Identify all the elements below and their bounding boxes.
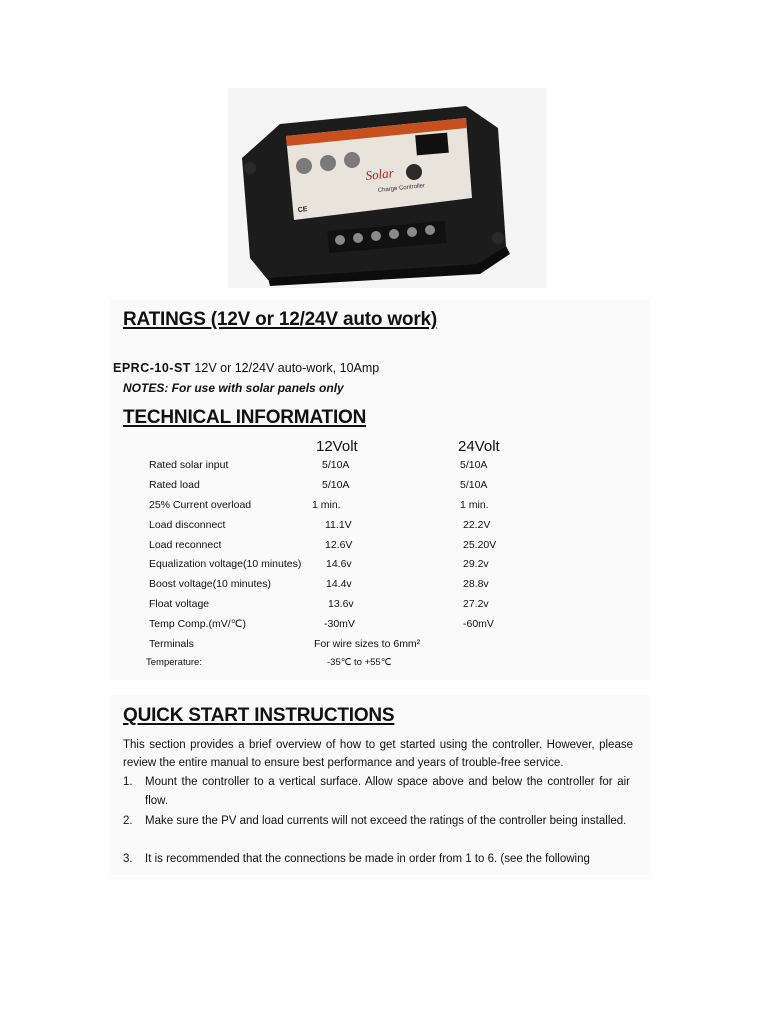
usage-note: NOTES: For use with solar panels only [123,381,344,395]
column-header-24v: 24Volt [458,438,500,455]
mount-hole-icon [492,232,504,244]
spec-value-24v: 5/10A [460,459,488,471]
spec-row [0,578,768,596]
spec-row [0,638,768,656]
charge-controller-photo [228,88,546,288]
spec-row [0,519,768,537]
spec-row [0,479,768,497]
terminal-screw-icon [335,235,345,245]
column-header-12v: 12Volt [316,438,358,455]
spec-label: Equalization voltage(10 minutes) [149,558,302,570]
model-description: 12V or 12/24V auto-work, 10Amp [190,361,380,375]
terminal-screw-icon [389,229,399,239]
spec-value-24v: -60mV [463,618,494,630]
list-item-text: Mount the controller to a vertical surface. Allow space above and below the controller for air flow. [145,776,630,807]
spec-row [0,558,768,576]
terminal-screw-icon [371,231,381,241]
spec-row [0,657,768,675]
push-button-icon [406,164,422,180]
ce-mark: CE [297,206,308,214]
spec-label: Temp Comp.(mV/℃) [149,618,246,630]
spec-value-12v: -30mV [324,618,355,630]
spec-row [0,598,768,616]
spec-row [0,618,768,636]
ratings-heading: RATINGS (12V or 12/24V auto work) [123,309,438,330]
list-item-text: It is recommended that the connections be made in order from 1 to 6. (see the following [145,853,590,865]
spec-label: 25% Current overload [149,499,252,511]
spec-value-12v: 13.6v [328,598,354,610]
spec-value-12v: 5/10A [322,479,350,491]
quickstart-intro: This section provides a brief overview of how to get started using the controller. However, please review the entire manual to ensure best performance and years of trouble-free service. [123,739,633,769]
spec-value-24v: 29.2v [463,558,489,570]
indicator-led-icon [296,158,312,174]
controller-display [415,133,449,156]
spec-value-12v: 14.6v [326,558,352,570]
spec-label: Terminals [149,638,194,650]
terminal-screw-icon [407,227,417,237]
spec-label: Load reconnect [149,539,222,551]
spec-row [0,539,768,557]
spec-value-12v: 14.4v [326,578,352,590]
spec-row [0,459,768,477]
panel-brand-label: Solar [364,165,395,183]
quickstart-heading: QUICK START INSTRUCTIONS [123,705,395,726]
spec-value-12v: 12.6V [325,539,353,551]
list-item-text: Make sure the PV and load currents will not exceed the ratings of the controller being installed. [145,815,627,827]
spec-label: Temperature: [146,657,202,668]
panel-subtitle-label: Charge Controller [377,183,426,194]
spec-value-24v: 28.8v [463,578,489,590]
terminal-screw-icon [353,233,363,243]
model-number: EPRC-10-ST [113,361,191,375]
spec-value-12v: 5/10A [322,459,350,471]
spec-value-12v: 11.1V [325,519,352,531]
mount-hole-icon [244,162,256,174]
spec-value-24v: 5/10A [460,479,488,491]
technical-heading: TECHNICAL INFORMATION [123,407,367,428]
indicator-led-icon [344,152,360,168]
spec-value-24v: 25.20V [463,539,497,551]
indicator-led-icon [320,155,336,171]
spec-value-12v: For wire sizes to 6mm² [314,638,421,650]
terminal-screw-icon [425,225,435,235]
model-line [113,361,379,375]
spec-row [0,499,768,517]
spec-label: Rated load [149,479,200,491]
spec-value-24v: 22.2V [463,519,491,531]
spec-value-12v: -35℃ to +55℃ [327,657,392,668]
list-item-number: 1. [123,776,133,788]
spec-label: Rated solar input [149,459,229,471]
list-item-number: 2. [123,815,133,827]
spec-label: Float voltage [149,598,210,610]
spec-label: Load disconnect [149,519,226,531]
spec-label: Boost voltage(10 minutes) [149,578,271,590]
list-item-number: 3. [123,853,133,865]
spec-value-24v: 1 min. [460,499,489,511]
spec-value-24v: 27.2v [463,598,489,610]
spec-value-12v: 1 min. [312,499,341,511]
